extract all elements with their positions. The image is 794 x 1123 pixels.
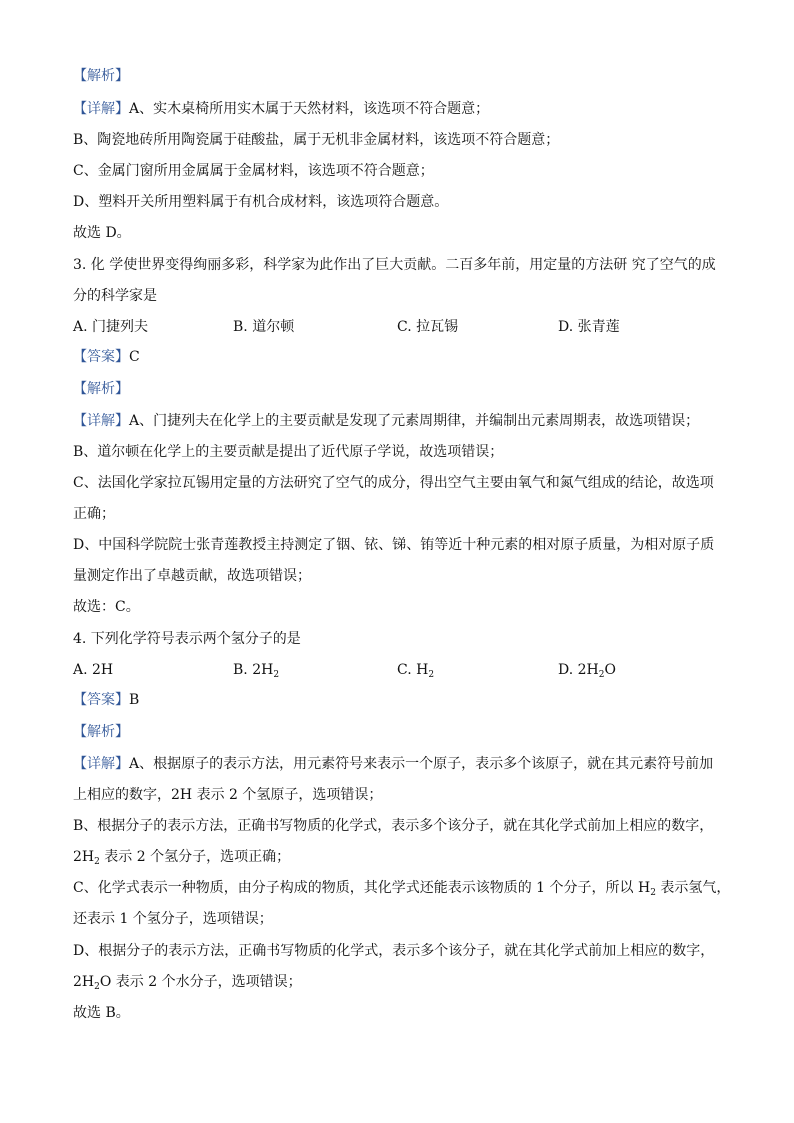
q4-analysis-label: 【解析】 [73, 724, 129, 740]
q3-option-b: B. 道尔顿 [233, 319, 295, 335]
q2-detail-b: B、陶瓷地砖所用陶瓷属于硅酸盐，属于无机非金属材料，该选项不符合题意； [73, 132, 560, 148]
q4-detail-a2: 上相应的数字，2H 表示 2 个氢原子，选项错误； [73, 787, 383, 803]
q4-detail-a1: 【详解】A、根据原子的表示方法，用元素符号来表示一个原子，表示多个该原子，就在其元素符号前加 [73, 756, 714, 772]
q4-option-c: C. $H_2$ [397, 662, 435, 680]
q3-detail-a: 【详解】A、门捷列夫在化学上的主要贡献是发现了元素周期律，并编制出元素周期表，故选项错误； [73, 413, 700, 429]
q3-analysis-label: 【解析】 [73, 381, 129, 397]
q4-option-b: B. $2H_2$ [233, 662, 280, 680]
q4-option-a: A. 2H [73, 662, 114, 678]
q2-analysis-label: 【解析】 [73, 68, 129, 84]
q3-option-d: D. 张青莲 [558, 319, 620, 335]
q2-detail-d: D、塑料开关所用塑料属于有机合成材料，该选项符合题意。 [73, 194, 449, 210]
q4-conclusion: 故选 B。 [73, 1005, 130, 1021]
q3-conclusion: 故选：C。 [73, 599, 140, 615]
q4-detail-d2: $2H_2O$ 表示 2 个水分子，选项错误； [73, 974, 302, 992]
q4-detail-c2: 还表示 1 个氢分子，选项错误； [73, 911, 273, 927]
q3-detail-d2: 量测定作出了卓越贡献，故选项错误； [73, 568, 311, 584]
q4-detail-b2: $2H_2$ 表示 2 个氢分子，选项正确； [73, 849, 291, 867]
q4-detail-c1: C、化学式表示一种物质，由分子构成的物质，其化学式还能表示该物质的 1 个分子，所以 $H_2$ 表示氢气， [73, 880, 731, 898]
q3-detail-c1: C、法国化学家拉瓦锡用定量的方法研究了空气的成分，得出空气主要由氧气和氮气组成的结论，故选项 [73, 475, 714, 491]
q3-stem-line1: 3. 化 学使世界变得绚丽多彩，科学家为此作出了巨大贡献。二百多年前，用定量的方法研 究了空气的成 [73, 257, 716, 273]
q2-conclusion: 故选 D。 [73, 225, 131, 241]
q4-option-d: D. $2H_2O$ [558, 662, 616, 680]
q3-option-c: C. 拉瓦锡 [397, 319, 459, 335]
q3-stem-line2: 分的科学家是 [73, 288, 157, 304]
q3-detail-c2: 正确； [73, 506, 115, 522]
q3-option-a: A. 门捷列夫 [73, 319, 149, 335]
q3-detail-d1: D、中国科学院院士张青莲教授主持测定了铟、铱、锑、铕等近十种元素的相对原子质量，为相对原子质 [73, 537, 715, 553]
q3-answer: 【答案】C [73, 349, 140, 365]
q4-detail-d1: D、根据分子的表示方法，正确书写物质的化学式，表示多个该分子，就在其化学式前加上相应的数字， [73, 943, 715, 959]
q4-stem: 4. 下列化学符号表示两个氢分子的是 [73, 631, 301, 647]
q3-detail-b: B、道尔顿在化学上的主要贡献是提出了近代原子学说，故选项错误； [73, 444, 504, 460]
q4-answer: 【答案】B [73, 692, 140, 708]
q2-detail-c: C、金属门窗所用金属属于金属材料，该选项不符合题意； [73, 163, 434, 179]
q4-detail-b1: B、根据分子的表示方法，正确书写物质的化学式，表示多个该分子，就在其化学式前加上相应的数字， [73, 818, 714, 834]
q2-detail-a: 【详解】A、实木桌椅所用实木属于天然材料，该选项不符合题意； [73, 101, 490, 117]
